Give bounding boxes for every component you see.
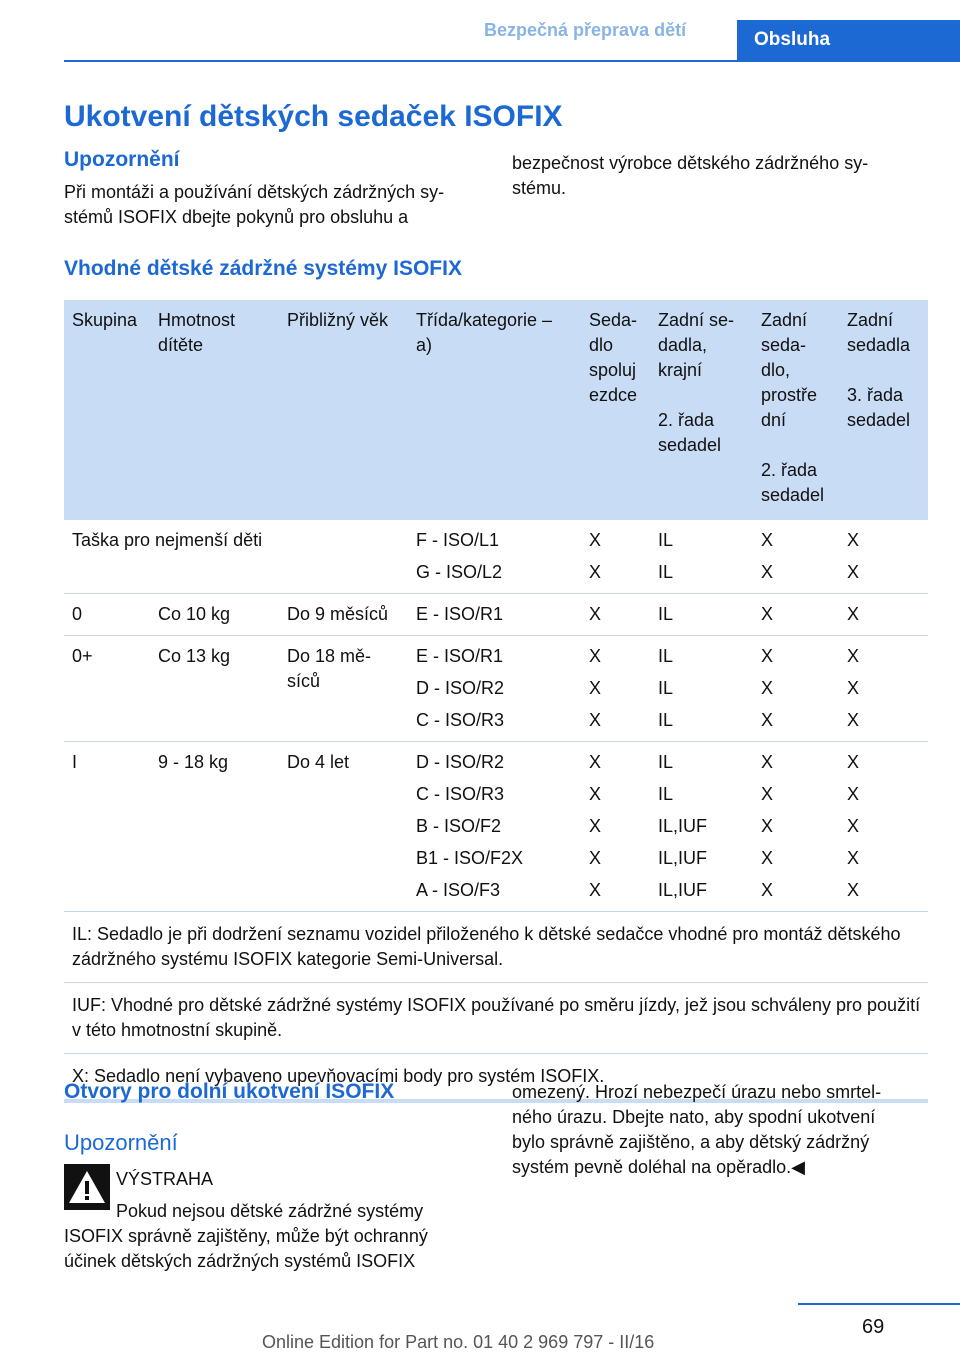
cell-weight: Co 10 kg bbox=[150, 594, 279, 636]
table-note-row bbox=[64, 912, 928, 983]
cell-value: IL,IUF bbox=[658, 880, 708, 900]
cell-age: Do 4 let bbox=[279, 742, 408, 912]
cell-passenger bbox=[581, 636, 650, 742]
cell-value: X bbox=[847, 784, 860, 804]
cell-passenger bbox=[581, 520, 650, 594]
header-rear-middle: Zadní seda- dlo, prostře dní 2. řada sedadel bbox=[753, 300, 839, 520]
cell-class: C - ISO/R3 bbox=[416, 784, 505, 804]
warning2-text-right: omezený. Hrozí nebezpečí úrazu nebo smrtel- ného úrazu. Dbejte nato, aby spodní ukotvení bylo správně zajištěno, a aby dětský zádržný systém pevně doléhal na opěradlo.◀ bbox=[512, 1082, 882, 1177]
header-chapter-tab: Obsluha bbox=[737, 20, 960, 60]
cell-value: X bbox=[589, 710, 602, 730]
cell-value: X bbox=[761, 752, 774, 772]
header-passenger-seat: Seda- dlo spoluj ezdce bbox=[581, 300, 650, 520]
cell-rear-outer bbox=[650, 520, 753, 594]
cell-value: X bbox=[847, 678, 860, 698]
warning-text-first: Pokud nejsou dětské zádržné systémy bbox=[116, 1201, 424, 1221]
page-title: Ukotvení dětských sedaček ISOFIX bbox=[64, 100, 563, 133]
cell-value: X bbox=[589, 530, 602, 550]
footer-rule bbox=[798, 1303, 960, 1305]
warning-text-left: Při montáži a používání dětských zádržných sy- stémů ISOFIX dbejte pokynů pro obsluhu a bbox=[64, 182, 445, 227]
cell-value: IL,IUF bbox=[658, 816, 708, 836]
note-il: IL: Sedadlo je při dodržení seznamu vozidel přiloženého k dětské sedačce vhodné pro montáž dětského zádržného systému ISOFIX kategorie Semi-Universal. bbox=[64, 912, 928, 983]
table-row bbox=[64, 636, 928, 742]
header-rear-outer: Zadní se- dadla, krajní 2. řada sedadel bbox=[650, 300, 753, 520]
cell-rear-outer bbox=[650, 636, 753, 742]
table-row bbox=[64, 520, 928, 594]
cell-classes bbox=[408, 520, 581, 594]
header-third-row: Zadní sedadla 3. řada sedadel bbox=[839, 300, 928, 520]
cell-value: X bbox=[761, 562, 774, 582]
cell-value: X bbox=[761, 710, 774, 730]
cell-value: IL bbox=[658, 562, 674, 582]
cell-rear-outer bbox=[650, 742, 753, 912]
cell-value: X bbox=[589, 848, 602, 868]
cell-third-row bbox=[839, 742, 928, 912]
cell-value: X bbox=[589, 678, 602, 698]
cell-value: X bbox=[589, 816, 602, 836]
cell-weight: Co 13 kg bbox=[150, 636, 279, 742]
warning-heading: Upozornění bbox=[64, 148, 180, 171]
cell-class: B - ISO/F2 bbox=[416, 816, 502, 836]
table-row bbox=[64, 742, 928, 912]
warning-label: VÝSTRAHA bbox=[116, 1169, 214, 1189]
cell-third-row bbox=[839, 636, 928, 742]
cell-value: X bbox=[761, 646, 774, 666]
cell-class: B1 - ISO/F2X bbox=[416, 848, 524, 868]
cell-value: X bbox=[847, 562, 860, 582]
cell-value: X bbox=[847, 880, 860, 900]
table-note-row bbox=[64, 983, 928, 1054]
cell-rear-middle: X bbox=[753, 594, 839, 636]
header-class: Třída/kategorie – a) bbox=[408, 300, 581, 520]
header-age: Přibližný věk bbox=[279, 300, 408, 520]
cell-value: X bbox=[761, 880, 774, 900]
cell-value: IL,IUF bbox=[658, 848, 708, 868]
table-heading: Vhodné dětské zádržné systémy ISOFIX bbox=[64, 257, 462, 280]
footer-edition: Online Edition for Part no. 01 40 2 969 797 - II/16 bbox=[262, 1332, 655, 1352]
page-number: 69 bbox=[862, 1316, 885, 1338]
cell-third-row bbox=[839, 520, 928, 594]
cell-weight: 9 - 18 kg bbox=[150, 742, 279, 912]
header-rule bbox=[64, 60, 960, 62]
cell-rear-outer: IL bbox=[650, 594, 753, 636]
header-section: Bezpečná přeprava dětí bbox=[484, 20, 687, 40]
cell-age: Do 9 měsíců bbox=[279, 594, 408, 636]
cell-classes bbox=[408, 742, 581, 912]
cell-group: 0+ bbox=[64, 636, 150, 742]
section2-heading: Otvory pro dolní ukotvení ISOFIX bbox=[64, 1080, 395, 1103]
cell-value: X bbox=[761, 530, 774, 550]
cell-class: E - ISO/R1 bbox=[408, 594, 581, 636]
cell-group: Taška pro nejmenší děti bbox=[64, 520, 408, 594]
cell-value: IL bbox=[658, 710, 674, 730]
note-iuf: IUF: Vhodné pro dětské zádržné systémy ISOFIX používané po směru jízdy, jež jsou schváleny pro použití v této hmotnostní skupině. bbox=[64, 983, 928, 1054]
cell-class: D - ISO/R2 bbox=[416, 678, 505, 698]
cell-value: IL bbox=[658, 784, 674, 804]
cell-value: X bbox=[761, 678, 774, 698]
cell-classes bbox=[408, 636, 581, 742]
cell-value: IL bbox=[658, 678, 674, 698]
warning-text-rest: ISOFIX správně zajištěny, může být ochranný účinek dětských zádržných systémů ISOFIX bbox=[64, 1226, 428, 1271]
cell-value: X bbox=[761, 816, 774, 836]
cell-group: I bbox=[64, 742, 150, 912]
cell-class: G - ISO/L2 bbox=[416, 562, 503, 582]
cell-class: E - ISO/R1 bbox=[416, 646, 504, 666]
table-header-row bbox=[64, 300, 928, 520]
cell-value: X bbox=[589, 752, 602, 772]
cell-value: X bbox=[847, 646, 860, 666]
cell-value: X bbox=[847, 752, 860, 772]
cell-class: D - ISO/R2 bbox=[416, 752, 505, 772]
note-x: X: Sedadlo není vybaveno upevňovacími body pro systém ISOFIX. bbox=[64, 1054, 928, 1102]
cell-value: IL bbox=[658, 646, 674, 666]
cell-third-row: X bbox=[839, 594, 928, 636]
cell-value: X bbox=[847, 848, 860, 868]
cell-rear-middle bbox=[753, 520, 839, 594]
cell-value: X bbox=[847, 710, 860, 730]
cell-rear-middle bbox=[753, 742, 839, 912]
warning-text-right: bezpečnost výrobce dětského zádržného sy- stému. bbox=[512, 153, 869, 198]
cell-value: X bbox=[589, 562, 602, 582]
cell-passenger: X bbox=[581, 594, 650, 636]
cell-age: Do 18 mě- síců bbox=[279, 636, 408, 742]
cell-value: IL bbox=[658, 530, 674, 550]
table-row bbox=[64, 594, 928, 636]
cell-class: A - ISO/F3 bbox=[416, 880, 501, 900]
header-group: Skupina bbox=[64, 300, 150, 520]
cell-group: 0 bbox=[64, 594, 150, 636]
cell-value: X bbox=[589, 880, 602, 900]
warning-triangle-icon bbox=[64, 1164, 110, 1210]
isofix-table bbox=[64, 300, 928, 1103]
header-weight: Hmotnost dítěte bbox=[150, 300, 279, 520]
cell-value: X bbox=[847, 816, 860, 836]
cell-class: F - ISO/L1 bbox=[416, 530, 500, 550]
cell-rear-middle bbox=[753, 636, 839, 742]
cell-value: X bbox=[589, 646, 602, 666]
section2-warning-heading: Upozornění bbox=[64, 1130, 178, 1155]
cell-value: X bbox=[761, 848, 774, 868]
cell-value: X bbox=[761, 784, 774, 804]
cell-passenger bbox=[581, 742, 650, 912]
cell-value: X bbox=[589, 784, 602, 804]
cell-value: X bbox=[847, 530, 860, 550]
cell-value: IL bbox=[658, 752, 674, 772]
cell-class: C - ISO/R3 bbox=[416, 710, 505, 730]
